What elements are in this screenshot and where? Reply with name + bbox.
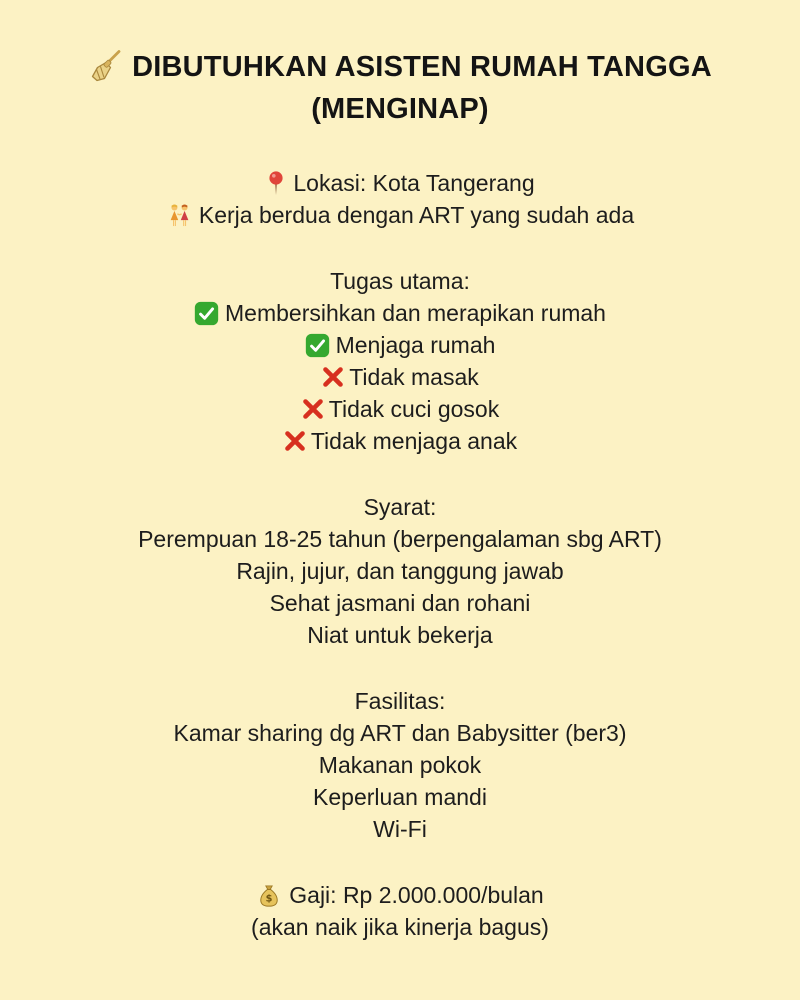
cross-icon	[321, 361, 349, 393]
task-text: Tidak masak	[349, 364, 479, 390]
page-title	[0, 46, 800, 130]
requirement-item: Sehat jasmani dan rohani	[269, 590, 531, 616]
salary-section	[0, 879, 800, 943]
check-icon	[194, 297, 225, 329]
title-text-line2: (MENGINAP)	[311, 93, 489, 125]
task-text: Membersihkan dan merapikan rumah	[225, 300, 606, 326]
task-item	[0, 425, 800, 457]
cross-icon	[301, 393, 329, 425]
facility-item: Makanan pokok	[318, 752, 482, 778]
cross-icon	[283, 425, 311, 457]
location-text: Lokasi: Kota Tangerang	[293, 170, 535, 196]
facilities-section	[0, 685, 800, 845]
title-line-2	[0, 88, 800, 130]
facility-item: Wi-Fi	[373, 816, 427, 842]
title-line-1	[0, 46, 800, 88]
requirements-heading: Syarat:	[363, 494, 437, 520]
salary-text: Gaji: Rp 2.000.000/bulan	[289, 882, 544, 908]
facility-item: Keperluan mandi	[313, 784, 487, 810]
two-women-icon	[166, 199, 199, 231]
facility-item: Kamar sharing dg ART dan Babysitter (ber3)	[173, 720, 627, 746]
task-text: Tidak cuci gosok	[328, 396, 500, 422]
tasks-section	[0, 265, 800, 457]
salary-note: (akan naik jika kinerja bagus)	[251, 914, 549, 940]
task-item	[0, 297, 800, 329]
broom-icon	[88, 46, 132, 88]
title-text-line1: DIBUTUHKAN ASISTEN RUMAH TANGGA	[132, 51, 712, 83]
location-line	[0, 167, 800, 199]
requirement-item: Niat untuk bekerja	[307, 622, 493, 648]
task-item	[0, 393, 800, 425]
task-item	[0, 329, 800, 361]
task-item	[0, 361, 800, 393]
tasks-heading: Tugas utama:	[330, 268, 470, 294]
partner-text: Kerja berdua dengan ART yang sudah ada	[198, 202, 635, 228]
salary-line	[0, 879, 800, 911]
task-text: Tidak menjaga anak	[310, 428, 518, 454]
info-section	[0, 167, 800, 231]
requirement-item: Perempuan 18-25 tahun (berpengalaman sbg ART)	[138, 526, 662, 552]
requirements-section	[0, 491, 800, 651]
facilities-heading: Fasilitas:	[354, 688, 446, 714]
partner-line	[0, 199, 800, 231]
money-bag-icon	[256, 879, 289, 911]
svg-text:$: $	[265, 893, 273, 905]
pin-icon	[265, 167, 293, 199]
requirement-item: Rajin, jujur, dan tanggung jawab	[236, 558, 564, 584]
task-text: Menjaga rumah	[335, 332, 496, 358]
check-icon	[305, 329, 336, 361]
